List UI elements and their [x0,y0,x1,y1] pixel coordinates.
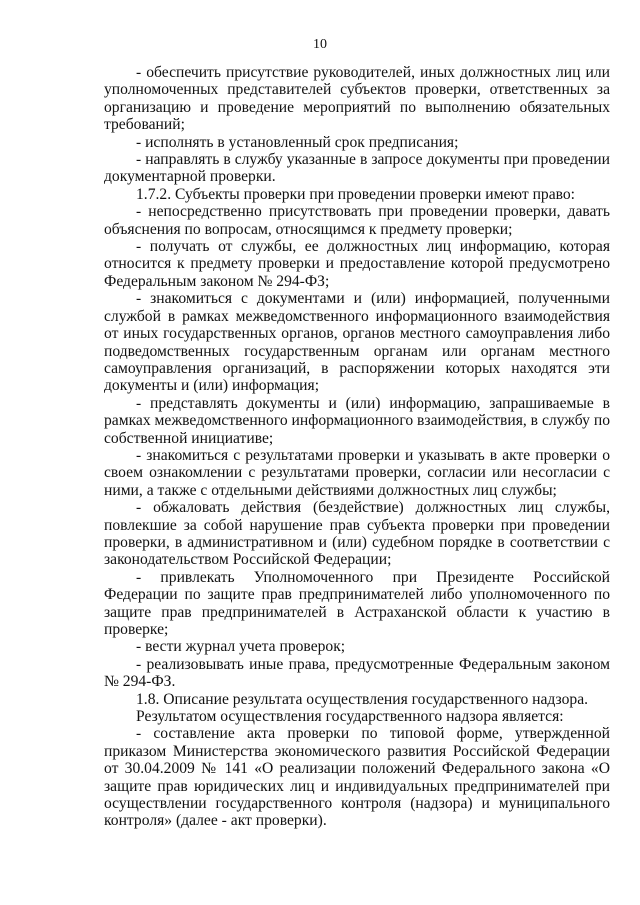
page-number: 10 [313,37,327,52]
paragraph: - направлять в службу указанные в запросе документы при проведении документарной проверки. [104,151,610,186]
paragraph: 1.8. Описание результата осуществления государственного надзора. [136,690,589,708]
paragraph: Результатом осуществления государственного надзора является: [136,708,564,726]
paragraph: - обеспечить присутствие руководителей, иных должностных лиц или уполномоченных представителей субъектов проверки, ответственных за организацию и проведение мероприятий по выполнению обязательных требований; [104,64,610,134]
paragraph: - реализовывать иные права, предусмотренные Федеральным законом № 294-ФЗ. [104,655,610,691]
paragraph: - привлекать Уполномоченного при Президенте Российской Федерации по защите прав предпринимателей либо уполномоченного по защите прав предпринимателей в Астраханской области к участию в проверке; [104,568,610,638]
paragraph: - обжаловать действия (бездействие) должностных лиц службы, повлекшие за собой нарушение прав субъекта проверки при проведении проверки, в административном и (или) судебном порядке в соответствии с законодательством Российской Федерации; [104,499,610,569]
paragraph: - знакомиться с результатами проверки и указывать в акте проверки о своем ознакомлении с результатами проверки, согласии или несогласии с ними, а также с отдельными действиями должностных лиц службы; [104,446,610,499]
paragraph: - вести журнал учета проверок; [136,638,346,656]
paragraph: 1.7.2. Субъекты проверки при проведении проверки имеют право: [136,185,576,203]
paragraph: - знакомиться с документами и (или) информацией, полученными службой в рамках межведомственного информационного взаимодействия от иных государственных органов, органов местного самоуправления либо подведомственных государственным органам или органам местного самоуправления организаций, в распоряжении которых находятся эти документы и (или) информация; [104,290,610,395]
paragraph: - непосредственно присутствовать при проведении проверки, давать объяснения по вопросам, относящимся к предмету проверки; [104,203,610,238]
paragraph: - получать от службы, ее должностных лиц информацию, которая относится к предмету проверки и предоставление которой предусмотрено Федеральным законом № 294-ФЗ; [104,238,610,290]
paragraph: - представлять документы и (или) информацию, запрашиваемые в рамках межведомственного информационного взаимодействия, в службу по собственной инициативе; [104,394,610,447]
paragraph: - составление акта проверки по типовой форме, утвержденной приказом Министерства экономического развития Российской Федерации от 30.04.2009 № 141 «О реализации положений Федерального закона «О защите прав юридических лиц и индивидуальных предпринимателей при осуществлении государственного контроля (надзора) и муниципального контроля» (далее - акт проверки). [104,725,610,830]
paragraph: - исполнять в установленный срок предписания; [136,133,459,151]
document-body [104,64,610,830]
